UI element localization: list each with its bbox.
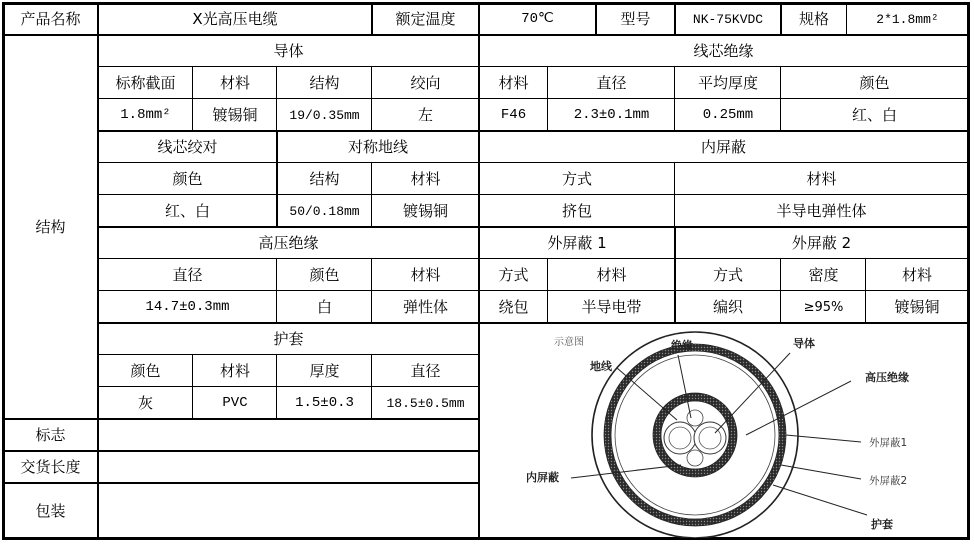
outer-shield-2-title: 外屏蔽 2 (791, 233, 852, 252)
delivery-length-label: 交货长度 (20, 457, 81, 476)
conductor-lay-direction: 左 (417, 105, 433, 124)
outer-shield-2-header-material: 材料 (901, 265, 932, 284)
cable-rings (592, 332, 798, 538)
outer-shield-1-method: 绕包 (498, 297, 529, 316)
hv-insulation-material: 弹性体 (402, 297, 448, 316)
outer-shield-1-material: 半导电带 (581, 297, 642, 316)
rated-temp-label: 额定温度 (395, 9, 456, 28)
inner-shield-header-method: 方式 (561, 169, 592, 188)
label-outer-shield-1: 外屏蔽1 (869, 437, 908, 449)
label-inner-shield: 内屏蔽 (526, 471, 559, 484)
core-insulation-material: F46 (500, 107, 527, 123)
core-insulation-diameter: 2.3±0.1mm (573, 107, 650, 123)
jacket-thickness: 1.5±0.3 (295, 395, 354, 411)
outer-shield-2-density: ≥95% (803, 299, 844, 315)
ground-wire-structure: 50/0.18mm (289, 203, 360, 219)
label-jacket: 护套 (871, 518, 893, 531)
conductor-header-structure: 结构 (309, 73, 340, 92)
jacket-title: 护套 (273, 329, 304, 348)
core-insulation-title: 线芯绝缘 (693, 41, 754, 60)
jacket-diameter: 18.5±0.5mm (386, 395, 465, 411)
hv-insulation-header-color: 颜色 (309, 265, 340, 284)
marking-value[interactable] (98, 419, 479, 451)
hv-insulation-header-material: 材料 (410, 265, 441, 284)
label-ground-wire: 地线 (590, 360, 612, 373)
label-hv-insulation: 高压绝缘 (865, 371, 909, 384)
packaging-value[interactable] (98, 483, 479, 539)
conductor-cross-section: 1.8mm² (120, 107, 171, 123)
jacket-header-color: 颜色 (130, 361, 161, 380)
cable-cross-section-diagram (481, 325, 967, 538)
rated-temp-value: 70℃ (521, 11, 554, 27)
jacket-color: 灰 (137, 393, 153, 412)
core-insulation-header-thickness: 平均厚度 (697, 73, 758, 92)
core-insulation-header-color: 颜色 (859, 73, 890, 92)
inner-shield-method: 挤包 (561, 201, 592, 220)
delivery-length-value[interactable] (98, 451, 479, 483)
spec-label: 规格 (798, 9, 829, 28)
core-insulation-color: 红、白 (851, 105, 897, 124)
packaging-label: 包装 (35, 501, 66, 520)
outer-shield-1-header-material: 材料 (596, 265, 627, 284)
inner-shield-material: 半导电弹性体 (776, 201, 867, 220)
conductor-header-material: 材料 (219, 73, 250, 92)
marking-label: 标志 (35, 425, 66, 444)
conductor-structure: 19/0.35mm (289, 107, 360, 123)
jacket-header-diameter: 直径 (410, 361, 441, 380)
ground-wire-material: 镀锡铜 (402, 201, 448, 220)
inner-shield-title: 内屏蔽 (700, 137, 746, 156)
jacket-header-thickness: 厚度 (309, 361, 340, 380)
core-insulation-header-diameter: 直径 (596, 73, 627, 92)
hv-insulation-color: 白 (316, 297, 332, 316)
jacket-header-material: 材料 (219, 361, 250, 380)
ground-wire-header-material: 材料 (410, 169, 441, 188)
ground-wire-header-structure: 结构 (309, 169, 340, 188)
hv-insulation-diameter: 14.7±0.3mm (145, 299, 230, 315)
conductor-material: 镀锡铜 (212, 105, 258, 124)
core-insulation-thickness: 0.25mm (702, 107, 754, 123)
core-twist-header-color: 颜色 (172, 169, 203, 188)
outer-shield-1-title: 外屏蔽 1 (547, 233, 607, 252)
label-insulation: 绝缘 (671, 339, 693, 352)
spec-value: 2*1.8mm² (876, 11, 939, 27)
model-label: 型号 (620, 9, 651, 28)
core-insulation-header-material: 材料 (498, 73, 529, 92)
outer-shield-2-header-density: 密度 (808, 265, 839, 284)
conductor-header-cross-section: 标称截面 (115, 73, 176, 92)
product-name-label: 产品名称 (20, 9, 81, 28)
hv-insulation-header-diameter: 直径 (172, 265, 203, 284)
outer-shield-2-header-method: 方式 (712, 265, 743, 284)
ground-wire-title: 对称地线 (347, 137, 408, 156)
model-value: NK-75KVDC (692, 11, 764, 27)
conductor-header-lay-direction: 绞向 (410, 73, 441, 92)
outer-shield-2-method: 编织 (712, 297, 743, 316)
diagram-title: 示意图 (554, 337, 584, 348)
outer-shield-2-material: 镀锡铜 (894, 297, 940, 316)
core-twist-title: 线芯绞对 (157, 137, 218, 156)
structure-label: 结构 (35, 217, 66, 236)
jacket-material: PVC (222, 395, 248, 411)
inner-shield-header-material: 材料 (806, 169, 837, 188)
product-name-value: X光高压电缆 (192, 9, 278, 28)
label-outer-shield-2: 外屏蔽2 (869, 475, 908, 487)
conductor-title: 导体 (273, 41, 304, 60)
hv-insulation-title: 高压绝缘 (258, 233, 319, 252)
outer-shield-1-header-method: 方式 (498, 265, 529, 284)
core-twist-color: 红、白 (164, 201, 210, 220)
label-conductor: 导体 (793, 337, 815, 350)
